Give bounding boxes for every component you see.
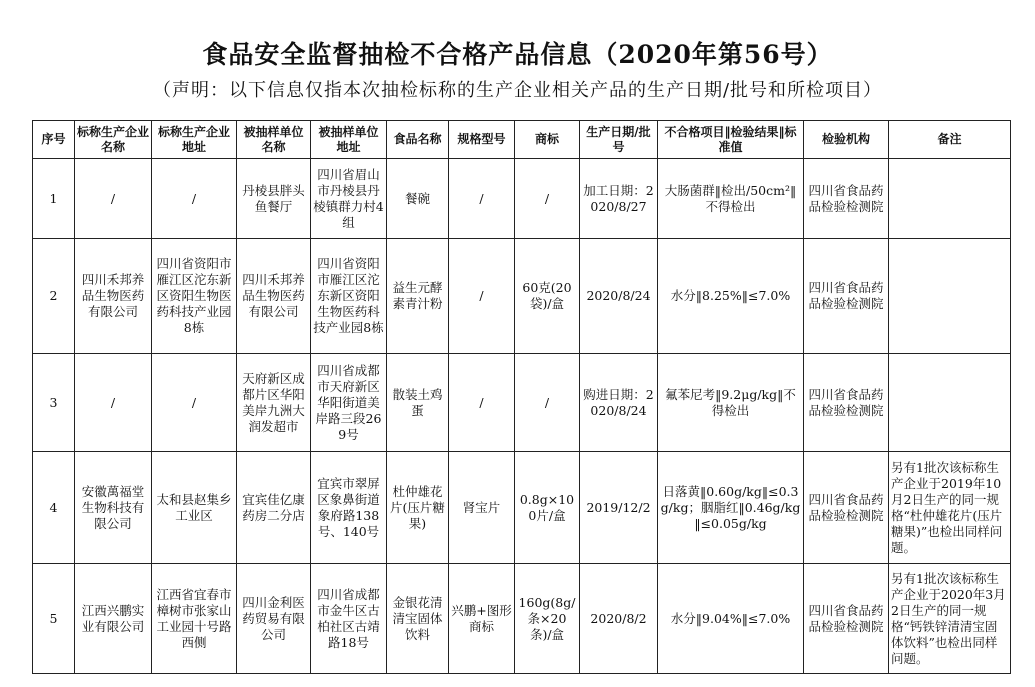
cell-producer-name: 四川禾邦养品生物医药有限公司 — [75, 239, 152, 354]
cell-producer-name: 江西兴鹏实业有限公司 — [75, 564, 152, 674]
cell-inspection-agency: 四川省食品药品检验检测院 — [804, 159, 889, 239]
cell-sampled-unit-address: 四川省成都市天府新区华阳街道美岸路三段269号 — [311, 354, 387, 452]
cell-unqualified-item: 水分‖8.25%‖≤7.0% — [658, 239, 804, 354]
cell-food-name: 餐碗 — [387, 159, 449, 239]
cell-sampled-unit-address: 四川省成都市金牛区古柏社区古靖路18号 — [311, 564, 387, 674]
cell-producer-name: / — [75, 354, 152, 452]
cell-sampled-unit-address: 四川省资阳市雁江区沱东新区资阳生物医药科技产业园8栋 — [311, 239, 387, 354]
header-cell: 不合格项目‖检验结果‖标准值 — [658, 121, 804, 159]
cell-food-name: 益生元酵素青汁粉 — [387, 239, 449, 354]
table-row — [33, 354, 1011, 452]
cell-inspection-agency: 四川省食品药品检验检测院 — [804, 564, 889, 674]
header-cell: 标称生产企业地址 — [152, 121, 237, 159]
cell-spec: / — [449, 354, 515, 452]
cell-spec: 兴鹏+图形商标 — [449, 564, 515, 674]
cell-producer-address: 四川省资阳市雁江区沱东新区资阳生物医药科技产业园8栋 — [152, 239, 237, 354]
cell-inspection-agency: 四川省食品药品检验检测院 — [804, 452, 889, 564]
cell-producer-address: 江西省宜春市樟树市张家山工业园十号路西侧 — [152, 564, 237, 674]
document-title: 食品安全监督抽检不合格产品信息（2020年第56号） — [202, 40, 833, 69]
cell-inspection-agency: 四川省食品药品检验检测院 — [804, 239, 889, 354]
table-row — [33, 159, 1011, 239]
table-row — [33, 452, 1011, 564]
header-cell: 标称生产企业名称 — [75, 121, 152, 159]
cell-producer-name: / — [75, 159, 152, 239]
header-cell: 生产日期/批号 — [580, 121, 658, 159]
cell-food-name: 杜仲雄花片(压片糖果) — [387, 452, 449, 564]
cell-remark: 另有1批次该标称生产企业于2020年3月2日生产的同一规格“钙铁锌清清宝固体饮料”也检出同样问题。 — [889, 564, 1011, 674]
document-subtitle: （声明：以下信息仅指本次抽检标称的生产企业相关产品的生产日期/批号和所检项目） — [152, 80, 883, 101]
cell-trademark: / — [515, 354, 580, 452]
cell-sampled-unit-address: 四川省眉山市丹棱县丹棱镇群力村4组 — [311, 159, 387, 239]
cell-sampled-unit-name: 丹棱县胖头鱼餐厅 — [237, 159, 311, 239]
table-row — [33, 564, 1011, 674]
header-cell: 食品名称 — [387, 121, 449, 159]
cell-sampled-unit-name: 天府新区成都片区华阳美岸九洲大润发超市 — [237, 354, 311, 452]
cell-producer-name: 安徽萬福堂生物科技有限公司 — [75, 452, 152, 564]
cell-serial: 3 — [33, 354, 75, 452]
cell-producer-address: / — [152, 159, 237, 239]
cell-sampled-unit-name: 四川金利医药贸易有限公司 — [237, 564, 311, 674]
cell-unqualified-item: 水分‖9.04%‖≤7.0% — [658, 564, 804, 674]
header-cell: 备注 — [889, 121, 1011, 159]
cell-unqualified-item: 氟苯尼考‖9.2μg/kg‖不得检出 — [658, 354, 804, 452]
cell-producer-address: 太和县赵集乡工业区 — [152, 452, 237, 564]
cell-sampled-unit-name: 宜宾佳亿康药房二分店 — [237, 452, 311, 564]
table-row — [33, 239, 1011, 354]
header-cell: 商标 — [515, 121, 580, 159]
cell-trademark: 160g(8g/条×20条)/盒 — [515, 564, 580, 674]
cell-food-name: 散装土鸡蛋 — [387, 354, 449, 452]
cell-sampled-unit-address: 宜宾市翠屏区象鼻街道象府路138号、140号 — [311, 452, 387, 564]
cell-serial: 5 — [33, 564, 75, 674]
cell-sampled-unit-name: 四川禾邦养品生物医药有限公司 — [237, 239, 311, 354]
cell-serial: 4 — [33, 452, 75, 564]
cell-serial: 2 — [33, 239, 75, 354]
cell-production-date: 2020/8/2 — [580, 564, 658, 674]
cell-spec: 肾宝片 — [449, 452, 515, 564]
cell-serial: 1 — [33, 159, 75, 239]
cell-unqualified-item: 日落黄‖0.60g/kg‖≤0.3g/kg；胭脂红‖0.46g/kg‖≤0.05g/kg — [658, 452, 804, 564]
cell-inspection-agency: 四川省食品药品检验检测院 — [804, 354, 889, 452]
cell-food-name: 金银花清清宝固体饮料 — [387, 564, 449, 674]
cell-remark — [889, 239, 1011, 354]
cell-unqualified-item: 大肠菌群‖检出/50cm²‖不得检出 — [658, 159, 804, 239]
header-cell: 被抽样单位名称 — [237, 121, 311, 159]
cell-trademark: / — [515, 159, 580, 239]
header-cell: 规格型号 — [449, 121, 515, 159]
header-cell: 序号 — [33, 121, 75, 159]
cell-production-date: 2020/8/24 — [580, 239, 658, 354]
cell-trademark: 60克(20袋)/盒 — [515, 239, 580, 354]
cell-remark: 另有1批次该标称生产企业于2019年10月2日生产的同一规格“杜仲雄花片(压片糖果)”也检出同样问题。 — [889, 452, 1011, 564]
cell-spec: / — [449, 239, 515, 354]
cell-spec: / — [449, 159, 515, 239]
cell-production-date: 购进日期：2020/8/24 — [580, 354, 658, 452]
cell-trademark: 0.8g×100片/盒 — [515, 452, 580, 564]
cell-producer-address: / — [152, 354, 237, 452]
cell-production-date: 加工日期：2020/8/27 — [580, 159, 658, 239]
header-cell: 检验机构 — [804, 121, 889, 159]
cell-remark — [889, 159, 1011, 239]
cell-production-date: 2019/12/2 — [580, 452, 658, 564]
header-cell: 被抽样单位地址 — [311, 121, 387, 159]
table-header-row — [33, 121, 1011, 159]
unqualified-products-table — [32, 120, 1011, 674]
cell-remark — [889, 354, 1011, 452]
